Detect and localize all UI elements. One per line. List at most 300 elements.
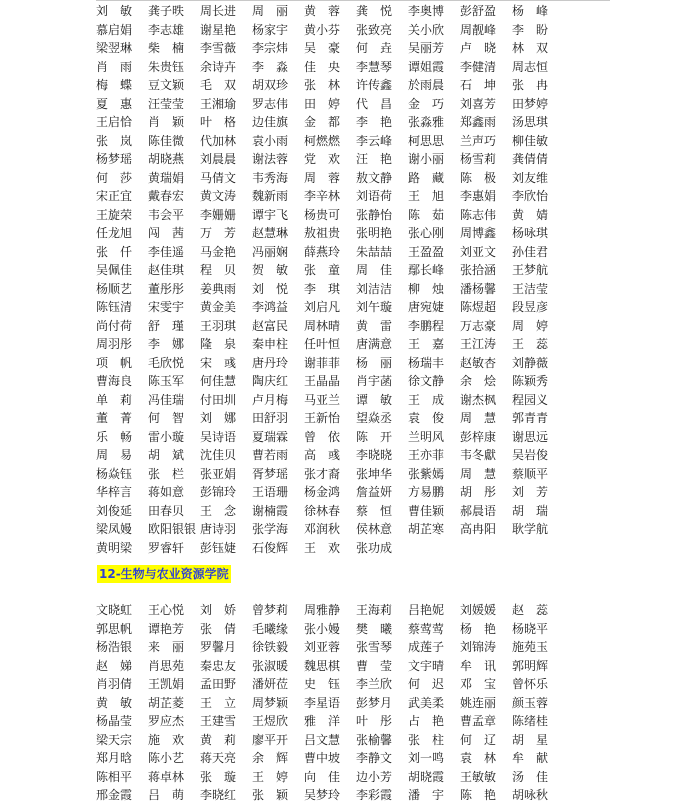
name-cell: 王新怡 [304, 411, 341, 425]
name-cell: 黄 雷 [356, 318, 393, 333]
name-cell: 李静文 [356, 751, 393, 765]
name-cell: 吕艳妮 [408, 603, 445, 617]
name-cell: 曹 莹 [356, 658, 393, 673]
name-cell: 袁 俊 [408, 411, 445, 425]
name-row [96, 694, 616, 713]
name-cell: 汪 艳 [356, 152, 393, 166]
name-cell: 李宗炜 [252, 41, 289, 55]
name-cell: 郭明辉 [512, 658, 549, 673]
name-cell: 胡芷菱 [148, 695, 185, 710]
name-cell: 李晓红 [200, 788, 237, 802]
name-cell: 王心悦 [148, 603, 185, 617]
name-cell: 文宇晴 [408, 658, 445, 673]
name-cell: 赵佳琪 [148, 263, 185, 277]
name-cell: 段昱彦 [512, 300, 549, 314]
name-row [96, 638, 616, 657]
name-cell: 姚连丽 [460, 695, 497, 710]
name-cell: 黄 婧 [512, 207, 549, 222]
name-cell: 豆文颖 [148, 78, 185, 92]
name-cell: 罗馨月 [200, 640, 237, 654]
name-cell: 刘 芳 [512, 485, 549, 499]
name-cell: 戴春宏 [148, 189, 185, 203]
name-cell: 王 嘉 [408, 337, 445, 351]
name-cell: 牟 献 [512, 751, 549, 765]
name-cell: 汤 佳 [512, 769, 549, 784]
name-cell: 黄小芬 [304, 22, 341, 37]
name-cell: 罗志伟 [252, 96, 289, 111]
name-cell: 韦冬獻 [460, 448, 497, 462]
name-cell: 王旋荣 [96, 207, 133, 222]
name-cell: 王盈盈 [408, 244, 445, 259]
name-cell: 周博鑫 [460, 226, 497, 240]
name-cell: 鄢长峰 [408, 263, 445, 277]
name-cell: 李彩霞 [356, 788, 393, 802]
name-cell: 李晓晓 [356, 448, 393, 462]
name-cell: 颜玉蓉 [512, 695, 549, 710]
name-cell: 曹佳颖 [408, 503, 445, 518]
top-rule [96, 0, 610, 1]
name-row [96, 601, 616, 620]
name-cell: 吕 萌 [148, 788, 185, 802]
name-cell: 项 帆 [96, 355, 133, 370]
name-cell: 武美柔 [408, 695, 445, 710]
name-cell: 谢楠霞 [252, 503, 289, 518]
name-cell: 周 婷 [512, 318, 549, 333]
name-cell: 李姗姗 [200, 207, 237, 222]
name-cell: 隆 泉 [200, 337, 237, 351]
name-cell: 耿学航 [512, 522, 549, 536]
name-row [96, 335, 616, 354]
name-cell: 陈相平 [96, 769, 133, 784]
name-cell: 赵 娣 [96, 658, 133, 673]
name-cell: 王建雪 [200, 714, 237, 728]
name-cell: 詹益妍 [356, 485, 393, 499]
name-cell: 望焱丞 [356, 411, 393, 425]
name-cell: 马亚兰 [304, 392, 341, 407]
name-cell: 曹中坡 [304, 751, 341, 765]
name-cell: 柯燃燃 [304, 133, 341, 148]
name-cell: 张静怡 [356, 207, 393, 222]
name-cell: 万 芳 [200, 226, 237, 240]
name-cell: 李雪薇 [200, 41, 237, 55]
name-cell: 赵富民 [252, 318, 289, 333]
name-cell: 李鸿益 [252, 300, 289, 314]
name-cell: 胡 星 [512, 732, 549, 747]
name-cell: 赵 蕊 [512, 603, 549, 617]
name-cell: 张小嫚 [304, 621, 341, 636]
name-cell: 吕文慧 [304, 732, 341, 747]
name-cell: 夏瑞霖 [252, 429, 289, 444]
name-cell: 郑鑫雨 [460, 115, 497, 129]
name-cell: 张坤华 [356, 466, 393, 481]
name-cell: 余诗卉 [200, 59, 237, 74]
name-cell: 刘锦涛 [460, 640, 497, 654]
name-cell: 谢思远 [512, 429, 549, 444]
name-cell: 张 颖 [252, 788, 289, 802]
name-cell: 柳佳敏 [512, 133, 549, 148]
name-cell: 张 璇 [200, 769, 237, 784]
name-cell: 王海莉 [356, 603, 393, 617]
name-cell: 付田圳 [200, 392, 237, 407]
name-cell: 肖羽倩 [96, 677, 133, 691]
name-cell: 李 盼 [512, 22, 549, 37]
name-cell: 杨雪莉 [460, 152, 497, 166]
name-cell: 张淼雅 [408, 115, 445, 129]
name-cell: 周雅静 [304, 603, 341, 617]
name-cell: 蒋天亮 [200, 751, 237, 765]
name-cell: 张功成 [356, 540, 393, 555]
name-cell: 郭思帆 [96, 621, 133, 636]
name-row [96, 2, 616, 21]
name-cell: 冯丽娴 [252, 244, 289, 259]
name-cell: 邓润秋 [304, 522, 341, 536]
name-cell: 张 冉 [512, 78, 549, 92]
name-cell: 周 慧 [460, 411, 497, 425]
name-cell: 张榆馨 [356, 732, 393, 747]
name-cell: 黄 敏 [96, 695, 133, 710]
name-cell: 张学海 [252, 522, 289, 536]
name-cell: 胡 瑞 [512, 503, 549, 518]
name-cell: 郑月晗 [96, 751, 133, 765]
name-cell: 马倩文 [200, 170, 237, 185]
name-row [96, 446, 616, 465]
name-cell: 刘喜芳 [460, 96, 497, 111]
name-cell: 王洁莹 [512, 281, 549, 296]
name-cell: 周 慧 [460, 466, 497, 481]
name-cell: 陈 艳 [460, 788, 497, 802]
name-cell: 柯思思 [408, 133, 445, 148]
name-cell: 李 艳 [356, 115, 393, 129]
name-cell: 黄 蓉 [304, 4, 341, 18]
name-cell: 佳 央 [304, 59, 341, 74]
name-cell: 陈玉军 [148, 374, 185, 388]
name-cell: 张 童 [304, 263, 341, 277]
name-cell: 田春贝 [148, 503, 185, 518]
name-cell: 陈绪桂 [512, 714, 549, 728]
name-cell: 杨晓平 [512, 621, 549, 636]
name-cell: 张雪琴 [356, 640, 393, 654]
name-cell: 杨晶莹 [96, 714, 133, 728]
name-cell: 何 迟 [408, 677, 445, 691]
name-cell: 胡晓霞 [408, 769, 445, 784]
name-cell: 边小芳 [356, 769, 393, 784]
name-cell: 薛燕玲 [304, 244, 341, 259]
name-cell: 周 易 [96, 448, 133, 462]
name-cell: 吴丽芳 [408, 41, 445, 55]
name-cell: 张明艳 [356, 226, 393, 240]
name-cell: 刘 娇 [200, 603, 237, 617]
name-row [96, 657, 616, 676]
name-cell: 史 钰 [304, 677, 341, 691]
name-cell: 边佳旗 [252, 115, 289, 129]
name-cell: 王 欢 [304, 540, 341, 555]
name-cell: 曾梦莉 [252, 603, 289, 617]
name-cell: 韦秀海 [252, 170, 289, 185]
name-cell: 王亦菲 [408, 448, 445, 462]
name-cell: 王 成 [408, 392, 445, 407]
name-cell: 汪莹莹 [148, 96, 185, 111]
name-cell: 何 辽 [460, 732, 497, 747]
name-cell: 李 娜 [148, 337, 185, 351]
name-cell: 曹若雨 [252, 448, 289, 462]
name-cell: 李欣怡 [512, 189, 549, 203]
name-cell: 谢菲菲 [304, 355, 341, 370]
name-cell: 李鹏程 [408, 318, 445, 333]
name-cell: 毛曦缘 [252, 621, 289, 636]
name-cell: 周羽彤 [96, 337, 133, 351]
name-row [96, 280, 616, 299]
name-cell: 宋雯宇 [148, 300, 185, 314]
name-row [96, 465, 616, 484]
name-cell: 刘亚文 [460, 244, 497, 259]
name-row [96, 95, 616, 114]
name-cell: 刘媛媛 [460, 603, 497, 617]
name-cell: 李 琪 [304, 281, 341, 296]
name-cell: 李慧琴 [356, 59, 393, 74]
name-cell: 敖祖贵 [304, 226, 341, 240]
name-cell: 杨 丽 [356, 355, 393, 370]
name-row [96, 675, 616, 694]
name-cell: 余 烩 [460, 374, 497, 388]
name-cell: 杨家宇 [252, 22, 289, 37]
name-cell: 李惠娟 [460, 189, 497, 203]
name-cell: 张致亮 [356, 22, 393, 37]
name-cell: 孟田野 [200, 677, 237, 691]
name-cell: 陈钰清 [96, 300, 133, 314]
name-cell: 任叶恒 [304, 337, 341, 351]
name-cell: 万志豪 [460, 318, 497, 333]
name-cell: 田舒羽 [252, 411, 289, 425]
name-row [96, 113, 616, 132]
name-cell: 唐宛婕 [408, 300, 445, 314]
name-cell: 敖文静 [356, 170, 393, 185]
name-cell: 彭锦玲 [200, 485, 237, 499]
name-row [96, 712, 616, 731]
name-cell: 黄瑞娟 [148, 170, 185, 185]
name-cell: 李辛林 [304, 189, 341, 203]
name-cell: 何佳慧 [200, 374, 237, 388]
name-row [96, 132, 616, 151]
name-row [96, 21, 616, 40]
name-cell: 刘亚蓉 [304, 640, 341, 654]
name-list-section-1 [96, 2, 616, 557]
name-cell: 谢法蓉 [252, 152, 289, 166]
name-cell: 魏思棋 [304, 658, 341, 673]
name-cell: 乐 畅 [96, 429, 133, 444]
name-cell: 彭钰婕 [200, 540, 237, 555]
name-cell: 谢小丽 [408, 152, 445, 166]
name-row [96, 169, 616, 188]
name-cell: 张 栏 [148, 466, 185, 481]
name-cell: 路 藏 [408, 170, 445, 185]
name-cell: 程 贝 [200, 263, 237, 277]
name-cell: 杨咏琪 [512, 226, 549, 240]
name-cell: 王 念 [200, 503, 237, 518]
name-cell: 欧阳银银 [148, 522, 197, 536]
name-cell: 黄 莉 [200, 732, 237, 747]
name-cell: 李云峰 [356, 133, 393, 148]
name-cell: 李 淼 [252, 59, 289, 74]
name-cell: 王启恰 [96, 115, 133, 129]
name-cell: 唐满意 [356, 337, 393, 351]
name-cell: 徐文静 [408, 374, 445, 388]
name-cell: 马金艳 [200, 244, 237, 259]
name-cell: 田 婷 [304, 96, 341, 111]
name-row [96, 768, 616, 787]
name-cell: 杨 艳 [460, 621, 497, 636]
name-cell: 肖 雨 [96, 59, 133, 74]
name-cell: 李志雄 [148, 22, 185, 37]
name-row [96, 620, 616, 639]
name-cell: 刘静薇 [512, 355, 549, 370]
name-cell: 牟 讯 [460, 658, 497, 673]
name-cell: 张才裔 [304, 466, 341, 481]
name-cell: 梁翌琳 [96, 41, 133, 55]
name-cell: 李佳遥 [148, 244, 185, 259]
name-cell: 夏 惠 [96, 96, 133, 111]
name-cell: 陈志伟 [460, 207, 497, 222]
name-cell: 肖 颖 [148, 115, 185, 129]
name-cell: 肖思苑 [148, 658, 185, 673]
name-cell: 张 林 [304, 78, 341, 92]
name-cell: 胡 斌 [148, 448, 185, 462]
name-cell: 李健清 [460, 59, 497, 74]
name-cell: 周长进 [200, 4, 237, 18]
name-cell: 於雨晨 [408, 78, 445, 92]
name-cell: 闯 茜 [148, 226, 185, 240]
name-cell: 杨 峰 [512, 4, 549, 18]
name-cell: 周林晴 [304, 318, 341, 333]
name-cell: 何 垚 [356, 41, 393, 55]
name-cell: 周 蓉 [304, 170, 341, 185]
name-cell: 毛 双 [200, 78, 237, 92]
name-cell: 胡芷寒 [408, 522, 445, 536]
name-cell: 王凯娟 [148, 677, 185, 691]
name-cell: 罗睿轩 [148, 540, 185, 555]
name-row [96, 391, 616, 410]
name-cell: 杨瑞丰 [408, 355, 445, 370]
name-cell: 陈小艺 [148, 751, 185, 765]
name-cell: 龚 悦 [356, 4, 393, 18]
name-cell: 尚付荷 [96, 318, 133, 333]
name-cell: 刘 娜 [200, 411, 237, 425]
name-cell: 代加林 [200, 133, 237, 148]
name-cell: 毛欣悦 [148, 355, 185, 370]
name-cell: 龚倩倩 [512, 152, 549, 166]
name-cell: 魏新雨 [252, 189, 289, 203]
name-cell: 彭梦月 [356, 695, 393, 710]
name-cell: 徐铁毅 [252, 640, 289, 654]
name-cell: 向 佳 [304, 769, 341, 784]
name-cell: 姜典雨 [200, 281, 237, 296]
name-cell: 成莲子 [408, 640, 445, 654]
name-cell: 王语珊 [252, 485, 289, 499]
name-cell: 陈 开 [356, 429, 393, 444]
name-cell: 侯林意 [356, 522, 393, 536]
name-cell: 张 柱 [408, 732, 445, 747]
name-cell: 周梦颖 [252, 695, 289, 710]
name-cell: 樊 曦 [356, 621, 393, 636]
name-cell: 潘杨馨 [460, 281, 497, 296]
name-cell: 陈 茹 [408, 207, 445, 222]
name-cell: 王煜欣 [252, 714, 289, 728]
name-cell: 谢星艳 [200, 22, 237, 37]
name-cell: 唐诗羽 [200, 522, 237, 536]
name-row [96, 224, 616, 243]
name-cell: 王羽琪 [200, 318, 237, 333]
name-cell: 潘 宇 [408, 788, 445, 802]
name-cell: 占 艳 [408, 714, 445, 728]
name-cell: 周志恒 [512, 59, 549, 74]
name-cell: 韦会平 [148, 207, 185, 222]
name-row [96, 749, 616, 768]
name-cell: 赵敏杏 [460, 355, 497, 370]
name-cell: 刘友维 [512, 170, 549, 185]
name-cell: 刘一鸣 [408, 751, 445, 765]
name-cell: 杨金鸿 [304, 485, 341, 499]
name-cell: 蔡莺莺 [408, 621, 445, 636]
name-cell: 石 坤 [460, 78, 497, 92]
name-cell: 胡 彤 [460, 485, 497, 499]
name-cell: 董彤彤 [148, 281, 185, 296]
name-cell: 谭 敏 [356, 392, 393, 407]
name-cell: 叶 格 [200, 115, 237, 129]
name-cell: 杨贵可 [304, 207, 341, 222]
name-row [96, 786, 616, 805]
name-cell: 石俊辉 [252, 540, 289, 555]
name-row [96, 539, 616, 558]
name-cell: 曾怀乐 [512, 677, 549, 691]
name-cell: 李奥博 [408, 4, 445, 18]
name-cell: 陈佳微 [148, 133, 185, 148]
name-cell: 宋正宜 [96, 189, 133, 203]
name-cell: 蔡顺平 [512, 466, 549, 481]
name-cell: 吴佩佳 [96, 263, 133, 277]
name-cell: 来 丽 [148, 640, 185, 654]
name-cell: 代 昌 [356, 96, 393, 111]
name-cell: 张淑暖 [252, 658, 289, 673]
name-cell: 卢 晓 [460, 41, 497, 55]
name-cell: 柴 楠 [148, 41, 185, 55]
name-cell: 陈煜超 [460, 300, 497, 314]
name-cell: 华梓言 [96, 485, 133, 499]
name-cell: 朱贵钰 [148, 59, 185, 74]
name-row [96, 428, 616, 447]
name-cell: 郝晨语 [460, 503, 497, 518]
name-cell: 王敏敏 [460, 769, 497, 784]
name-cell: 党 欢 [304, 152, 341, 166]
name-row [96, 243, 616, 262]
name-cell: 吴诗语 [200, 429, 237, 444]
name-cell: 高冉阳 [460, 522, 497, 536]
name-cell: 王湘瑜 [200, 96, 237, 111]
name-cell: 谭姐霞 [408, 59, 445, 74]
name-cell: 任龙旭 [96, 226, 133, 240]
name-cell: 吴岩俊 [512, 448, 549, 462]
name-cell: 梅 蝶 [96, 78, 133, 92]
name-cell: 郭青青 [512, 411, 549, 425]
name-cell: 程园义 [512, 392, 549, 407]
name-cell: 舒 瑾 [148, 318, 185, 333]
name-cell: 黄明梁 [96, 540, 133, 555]
name-cell: 胡双珍 [252, 78, 289, 92]
name-cell: 吴梦玲 [304, 788, 341, 802]
name-cell: 蒋如意 [148, 485, 185, 499]
name-cell: 袁 林 [460, 751, 497, 765]
name-cell: 陈颖秀 [512, 374, 549, 388]
name-row [96, 76, 616, 95]
name-cell: 李星语 [304, 695, 341, 710]
